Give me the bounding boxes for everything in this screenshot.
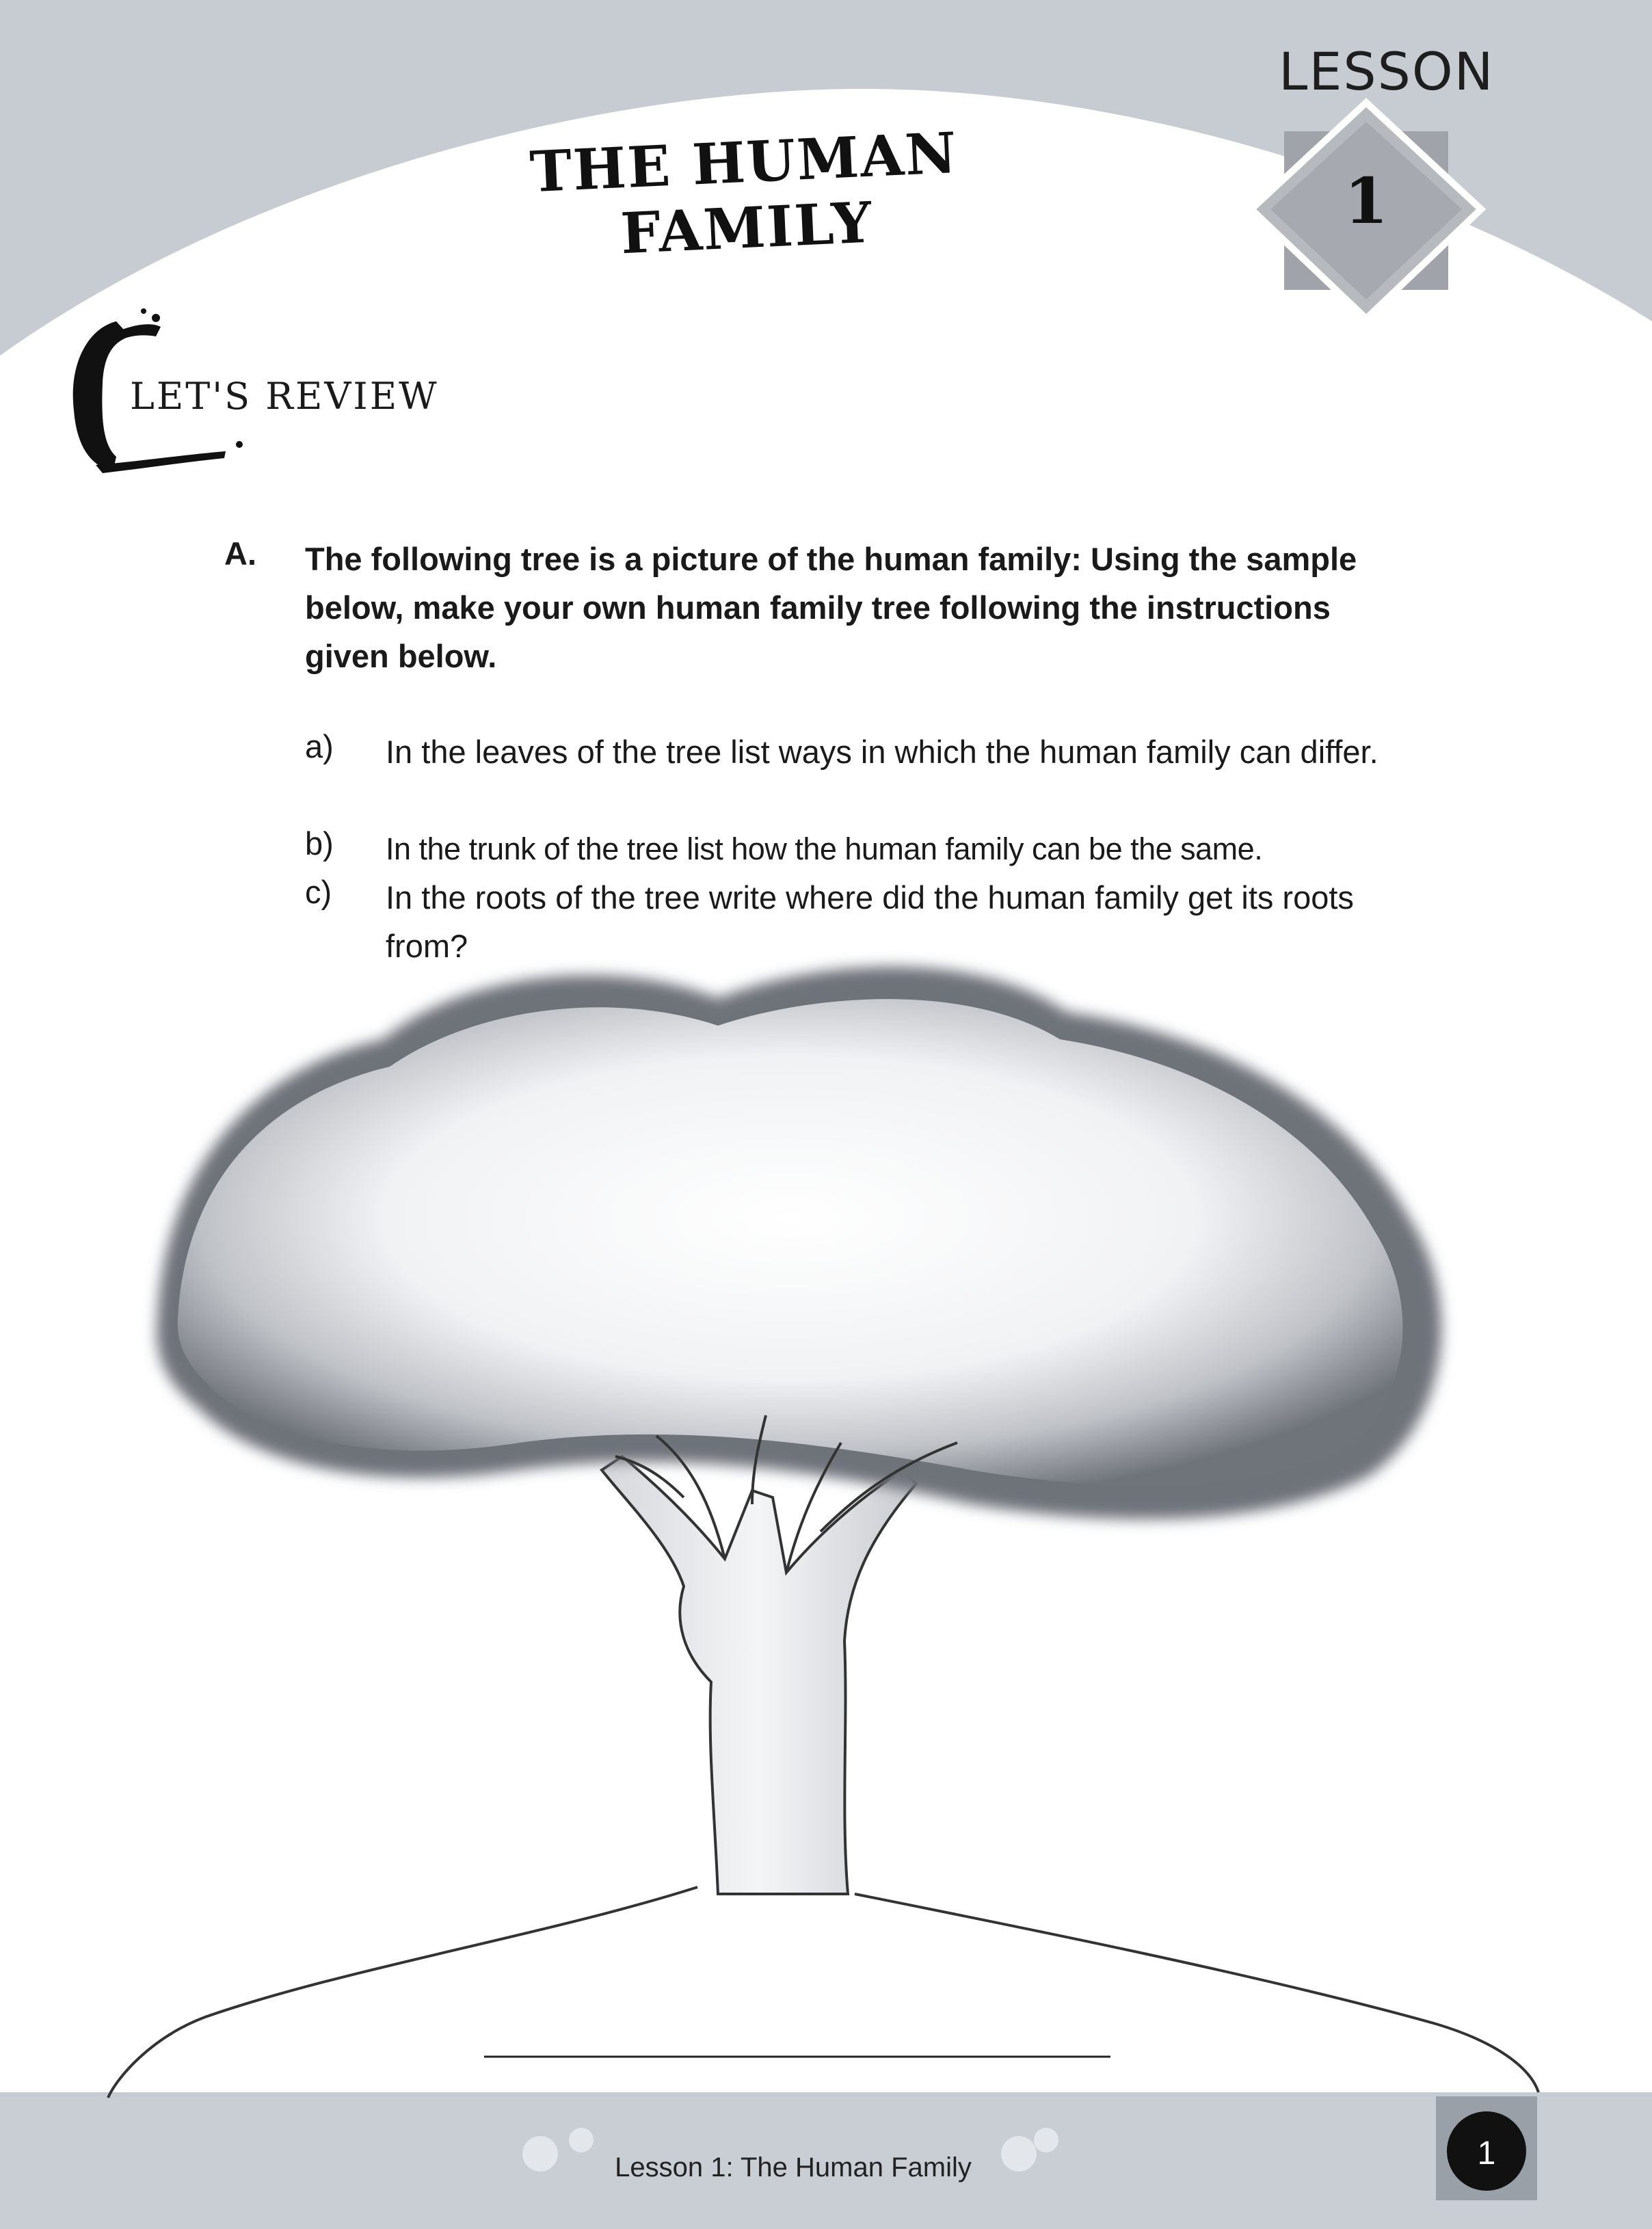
footer-title: Lesson 1: The Human Family (615, 2152, 972, 2183)
item-a-text: In the leaves of the tree list ways in which the human family can differ. (386, 734, 1378, 770)
item-a-marker: a) (305, 728, 334, 764)
question-letter: A. (224, 535, 256, 572)
lesson-number: 1 (1344, 164, 1388, 238)
lesson-label: LESSON (1279, 41, 1495, 102)
question-text: The following tree is a picture of the human family: Using the sample below, make your own human family tree following the instructions given below. (305, 541, 1357, 674)
item-b-text: In the trunk of the tree list how the human family can be the same. (386, 831, 1263, 866)
item-c-text: In the roots of the tree write where did the human family get its roots from? (386, 879, 1354, 964)
item-c-marker: c) (305, 874, 332, 910)
page-title: THE HUMAN FAMILY (529, 120, 959, 267)
item-b-marker: b) (305, 825, 334, 862)
page-number: 1 (1477, 2135, 1496, 2172)
section-label: LET'S REVIEW (130, 375, 439, 418)
